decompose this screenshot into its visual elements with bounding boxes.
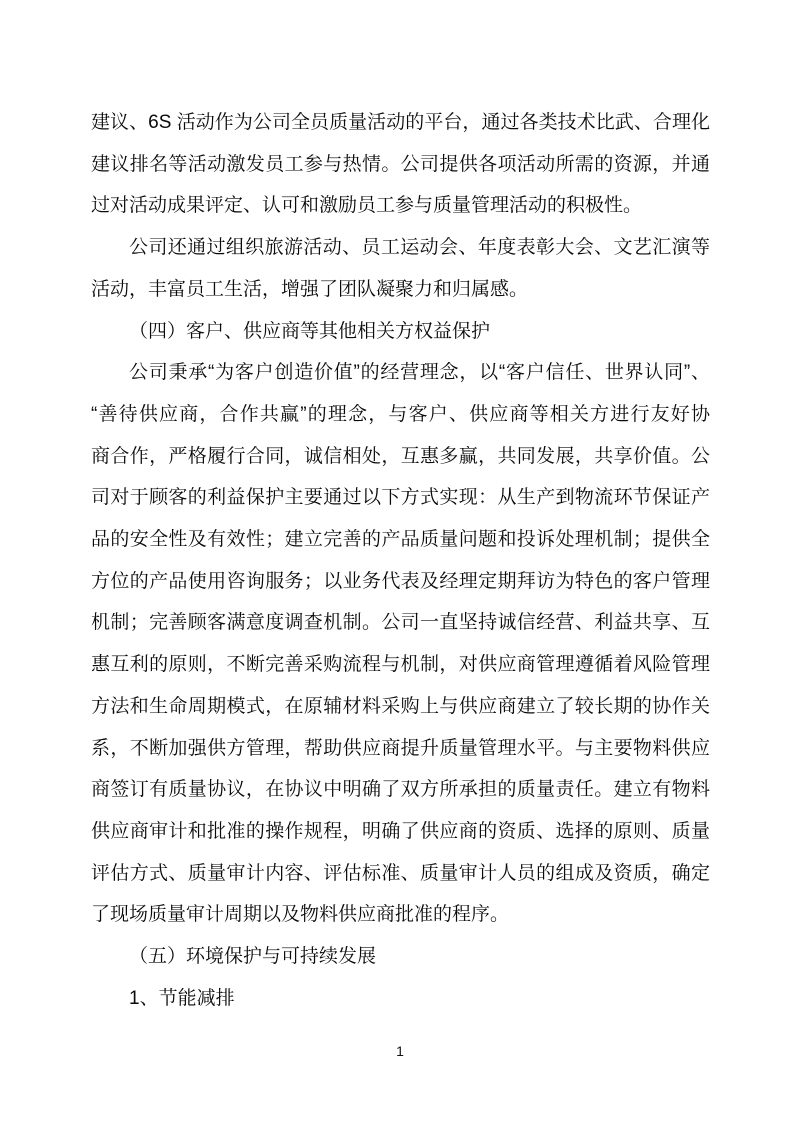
body-line: 建议、6S 活动作为公司全员质量活动的平台，通过各类技术比武、合理化	[91, 112, 710, 133]
body-line: 建议排名等活动激发员工参与热情。公司提供各项活动所需的资源，并通	[91, 153, 710, 175]
body-line: 公司还通过组织旅游活动、员工运动会、年度表彰大会、文艺汇演等	[129, 237, 710, 259]
body-line: “善待供应商，合作共赢”的理念，与客户、供应商等相关方进行友好协	[91, 403, 710, 425]
body-line: 了现场质量审计周期以及物料供应商批准的程序。	[91, 904, 510, 926]
body-line: 品的安全性及有效性；建立完善的产品质量问题和投诉处理机制；提供全	[91, 529, 710, 551]
body-line: 商合作，严格履行合同，诚信相处，互惠多赢，共同发展，共享价值。公	[91, 445, 710, 467]
body-line: 机制；完善顾客满意度调查机制。公司一直坚持诚信经营、利益共享、互	[91, 612, 710, 634]
body-line: 惠互利的原则，不断完善采购流程与机制，对供应商管理遵循着风险管理	[91, 654, 710, 676]
body-line: 方法和生命周期模式，在原辅材料采购上与供应商建立了较长期的协作关	[91, 695, 710, 717]
body-line: 活动，丰富员工生活，增强了团队凝聚力和归属感。	[91, 278, 529, 300]
body-line: 公司秉承“为客户创造价值”的经营理念，以“客户信任、世界认同”、	[129, 362, 710, 384]
body-line: 系，不断加强供方管理，帮助供应商提升质量管理水平。与主要物料供应	[91, 737, 710, 759]
body-line: 方位的产品使用咨询服务；以业务代表及经理定期拜访为特色的客户管理	[91, 570, 710, 592]
section-heading-5: （五）环境保护与可持续发展	[129, 946, 377, 968]
body-line: 供应商审计和批准的操作规程，明确了供应商的资质、选择的原则、质量	[91, 820, 710, 842]
body-line: 过对活动成果评定、认可和激励员工参与质量管理活动的积极性。	[91, 195, 643, 217]
section-heading-4: （四）客户、供应商等其他相关方权益保护	[129, 320, 491, 342]
sub-heading: 1、节能减排	[129, 987, 235, 1009]
body-line: 评估方式、质量审计内容、评估标准、质量审计人员的组成及资质，确定	[91, 862, 710, 884]
page-number: 1	[396, 1043, 404, 1060]
body-line: 司对于顾客的利益保护主要通过以下方式实现：从生产到物流环节保证产	[91, 487, 710, 509]
body-line: 商签订有质量协议，在协议中明确了双方所承担的质量责任。建立有物料	[91, 779, 710, 801]
